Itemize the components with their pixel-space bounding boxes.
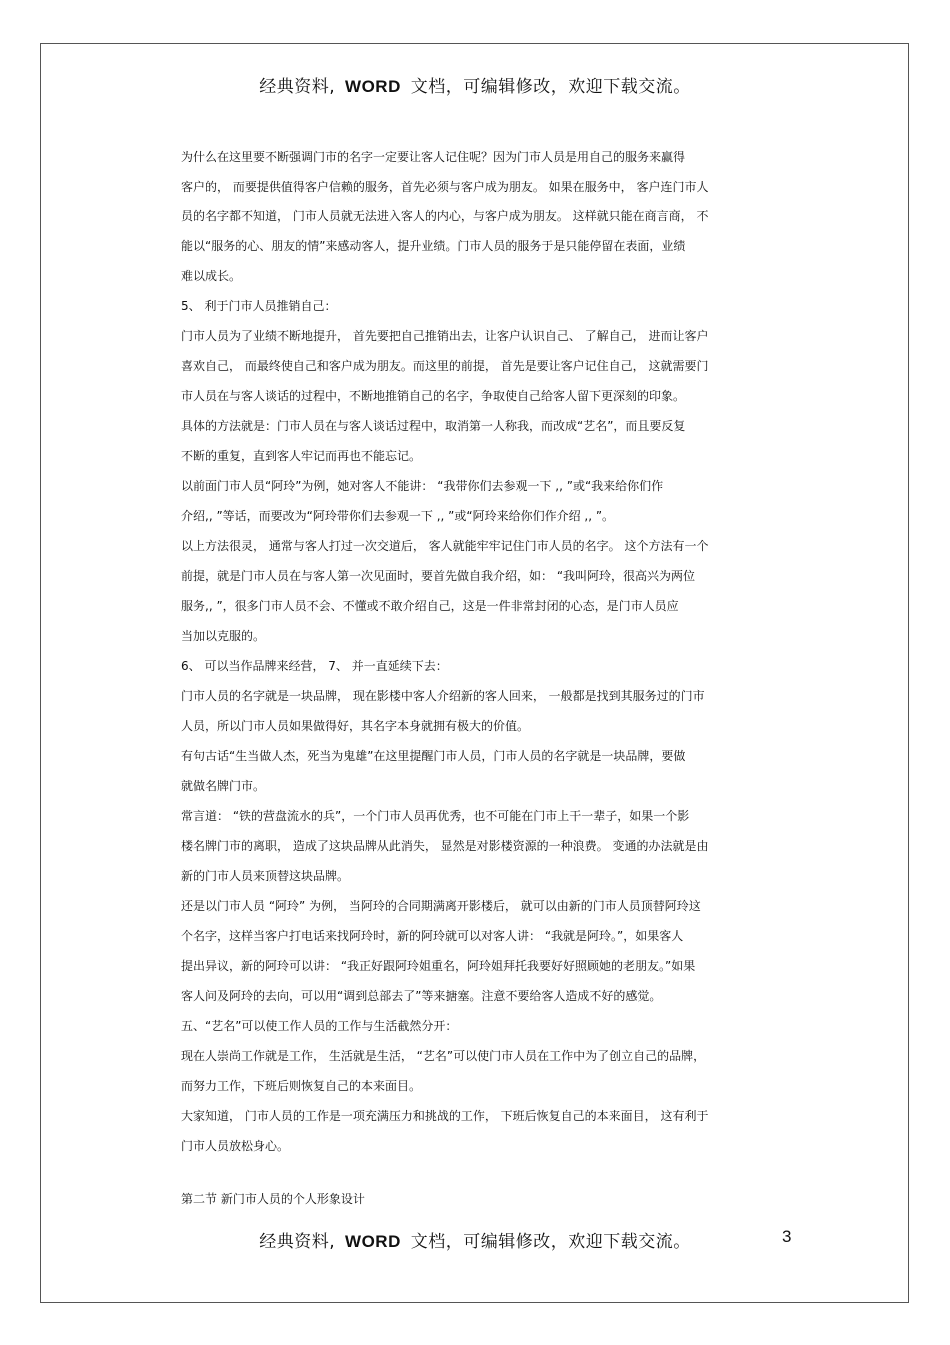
header-prefix: 经典资料, bbox=[259, 77, 336, 97]
body-line: 现在人崇尚工作就是工作， 生活就是生活， “艺名”可以使门市人员在工作中为了创立自己的品牌， bbox=[181, 1049, 706, 1063]
page-number: 3 bbox=[782, 1227, 792, 1246]
section-heading: 五、“艺名”可以使工作人员的工作与生活截然分开： bbox=[181, 1019, 458, 1033]
body-line: 就做名牌门市。 bbox=[181, 779, 266, 793]
body-line: 具体的方法就是：门市人员在与客人谈话过程中，取消第一人称我，而改成“艺名”，而且要反复 bbox=[181, 419, 686, 433]
body-line: 大家知道， 门市人员的工作是一项充满压力和挑战的工作， 下班后恢复自己的本来面目， 这有利于 bbox=[181, 1109, 709, 1123]
body-line: 员的名字都不知道， 门市人员就无法进入客人的内心，与客户成为朋友。 这样就只能在商言商， 不 bbox=[181, 209, 709, 223]
body-line: 提出异议，新的阿玲可以讲： “我正好跟阿玲姐重名，阿玲姐拜托我要好好照顾她的老朋友。”如果 bbox=[181, 959, 696, 973]
body-line: 门市人员的名字就是一块品牌， 现在影楼中客人介绍新的客人回来， 一般都是找到其服务过的门市 bbox=[181, 689, 705, 703]
body-line: 客户的， 而要提供值得客户信赖的服务，首先必须与客户成为朋友。 如果在服务中， 客户连门市人 bbox=[181, 180, 709, 194]
section-heading: 6、 可以当作品牌来经营， 7、 并一直延续下去： bbox=[181, 659, 448, 673]
header-suffix: 文档，可编辑修改，欢迎下载交流。 bbox=[410, 77, 691, 97]
body-line: 个名字，这样当客户打电话来找阿玲时，新的阿玲就可以对客人讲： “我就是阿玲。”，如果客人 bbox=[181, 929, 684, 943]
body-line: 人员，所以门市人员如果做得好，其名字本身就拥有极大的价值。 bbox=[181, 719, 530, 733]
body-line: 还是以门市人员 “阿玲” 为例， 当阿玲的合同期满离开影楼后， 就可以由新的门市人员顶替阿玲这 bbox=[181, 899, 701, 913]
body-line: 为什么在这里要不断强调门市的名字一定要让客人记住呢？因为门市人员是用自己的服务来赢得 bbox=[181, 150, 686, 164]
footer-prefix: 经典资料, bbox=[259, 1232, 336, 1252]
body-line: 不断的重复，直到客人牢记而再也不能忘记。 bbox=[181, 449, 422, 463]
body-line: 市人员在与客人谈话的过程中，不断地推销自己的名字，争取使自己给客人留下更深刻的印象。 bbox=[181, 389, 686, 403]
body-line: 客人问及阿玲的去向，可以用“调到总部去了”等来搪塞。注意不要给客人造成不好的感觉。 bbox=[181, 989, 662, 1003]
body-line: 楼名牌门市的离职， 造成了这块品牌从此消失， 显然是对影楼资源的一种浪费。 变通的办法就是由 bbox=[181, 839, 709, 853]
body-line: 而努力工作，下班后则恢复自己的本来面目。 bbox=[181, 1079, 422, 1093]
header-banner bbox=[0, 72, 950, 97]
body-line: 当加以克服的。 bbox=[181, 629, 266, 643]
body-line: 以上方法很灵， 通常与客人打过一次交道后， 客人就能牢牢记住门市人员的名字。 这个方法有一个 bbox=[181, 539, 709, 553]
body-line: 服务,, ”，很多门市人员不会、不懂或不敢介绍自己，这是一件非常封闭的心态，是门市人员应 bbox=[181, 599, 679, 613]
body-line: 常言道： “铁的营盘流水的兵”，一个门市人员再优秀，也不可能在门市上干一辈子，如果一个影 bbox=[181, 809, 690, 823]
chapter-heading: 第二节 新门市人员的个人形象设计 bbox=[181, 1192, 365, 1206]
body-line: 难以成长。 bbox=[181, 269, 242, 283]
body-line: 有句古话“生当做人杰，死当为鬼雄”在这里提醒门市人员，门市人员的名字就是一块品牌，要做 bbox=[181, 749, 686, 763]
footer-banner bbox=[0, 1227, 950, 1252]
body-line: 门市人员放松身心。 bbox=[181, 1139, 290, 1153]
body-line: 能以“服务的心、朋友的情”来感动客人，提升业绩。门市人员的服务于是只能停留在表面，业绩 bbox=[181, 239, 686, 253]
footer-word: WORD bbox=[345, 1232, 401, 1251]
body-line: 介绍,, ”等话，而要改为“阿玲带你们去参观一下 ,, ”或“阿玲来给你们作介绍 ,, ”。 bbox=[181, 509, 615, 523]
body-line: 前提，就是门市人员在与客人第一次见面时，要首先做自我介绍，如： “我叫阿玲，很高兴为两位 bbox=[181, 569, 696, 583]
footer-suffix: 文档，可编辑修改，欢迎下载交流。 bbox=[410, 1232, 691, 1252]
body-line: 新的门市人员来顶替这块品牌。 bbox=[181, 869, 350, 883]
body-line: 喜欢自己， 而最终使自己和客户成为朋友。而这里的前提， 首先是要让客户记住自己， 这就需要门 bbox=[181, 359, 709, 373]
body-line: 门市人员为了业绩不断地提升， 首先要把自己推销出去，让客户认识自己、 了解自己， 进而让客户 bbox=[181, 329, 709, 343]
header-word: WORD bbox=[345, 77, 401, 96]
section-heading: 5、 利于门市人员推销自己： bbox=[181, 299, 337, 313]
body-line: 以前面门市人员“阿玲”为例，她对客人不能讲： “我带你们去参观一下 ,, ”或“我来给你们作 bbox=[181, 479, 664, 493]
